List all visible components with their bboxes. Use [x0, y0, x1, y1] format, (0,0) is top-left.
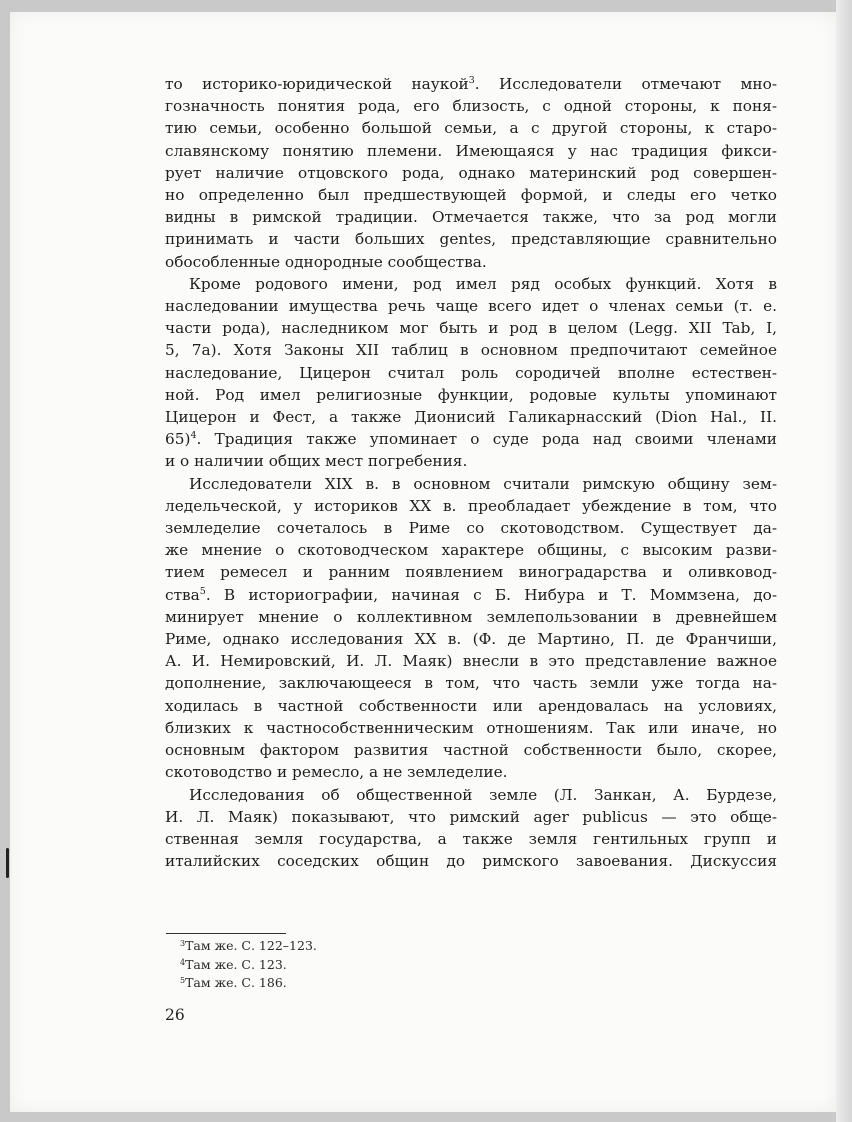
footnote: $^4$Там же. С. 123. — [180, 956, 287, 972]
text-line: близких к частнособственническим отношениям. Так или иначе, но — [165, 718, 777, 737]
text-line: славянскому понятию племени. Имеющаяся у нас традиция фикси- — [165, 141, 777, 160]
text-line: ства$^5$. В историографии, начиная с Б. Нибура и Т. Моммзена, до- — [165, 585, 777, 604]
body-text — [165, 73, 777, 872]
text-line: тию семьи, особенно большой семьи, а с другой стороны, к старо- — [165, 119, 777, 138]
footnotes — [180, 937, 317, 993]
text-line: Риме, однако исследования XX в. (Ф. де Мартино, П. де Франчиши, — [165, 630, 777, 649]
text-line: ходилась в частной собственности или арендовалась на условиях, — [165, 696, 777, 715]
footnote: $^5$Там же. С. 186. — [180, 975, 287, 990]
text-line: ледельческой, у историков XX в. преобладает убеждение в том, что — [165, 496, 777, 515]
text-line: И. Л. Маяк) показывают, что римский ager publicus — это обще- — [165, 807, 777, 826]
text-line: наследование, Цицерон считал роль сородичей вполне естествен- — [165, 363, 777, 382]
text-line: но определенно был предшествующей формой, и следы его четко — [165, 186, 777, 205]
text-line: скотоводство и ремесло, а не земледелие. — [165, 763, 508, 782]
scan-mark — [6, 848, 9, 878]
footnote: $^3$Там же. С. 122–123. — [180, 938, 317, 953]
text-line: минирует мнение о коллективном землепользовании в древнейшем — [165, 607, 777, 626]
text-line: наследовании имущества речь чаще всего идет о членах семьи (т. е. — [165, 297, 777, 316]
footnote-ref: 3 — [468, 75, 475, 86]
text-line: 5, 7a). Хотя Законы XII таблиц в основном предпочитают семейное — [165, 341, 777, 360]
text-line: Кроме родового имени, род имел ряд особых функций. Хотя в — [189, 274, 777, 293]
text-line: Цицерон и Фест, а также Дионисий Галикарнасский (Dion Hal., II. — [165, 408, 777, 427]
text-line: же мнение о скотоводческом характере общины, с высоким разви- — [165, 541, 777, 560]
text-line: Исследователи XIX в. в основном считали римскую общину зем- — [189, 474, 777, 493]
text-line: италийских соседских общин до римского завоевания. Дискуссия — [165, 852, 777, 871]
text-line: дополнение, заключающееся в том, что часть земли уже тогда на- — [165, 674, 777, 693]
text-line: видны в римской традиции. Отмечается также, что за род могли — [165, 208, 777, 227]
page-number: 26 — [165, 1006, 185, 1024]
text-line: тием ремесел и ранним появлением виноградарства и оливковод- — [165, 563, 777, 582]
page-edge — [836, 0, 852, 1122]
text-line: части рода), наследником мог быть и род в целом (Legg. XII Tab, I, — [165, 319, 777, 338]
text-line: то историко-юридической наукой$^3$. Исследователи отмечают мно- — [165, 75, 777, 93]
text-line: 65)$^4$. Традиция также упоминает о суде рода над своими членами — [165, 430, 777, 449]
text-line: гозначность понятия рода, его близость, с одной стороны, к поня- — [165, 97, 777, 116]
text-line: ной. Род имел религиозные функции, родовые культы упоминают — [165, 385, 777, 404]
footnote-ref: 4 — [190, 430, 197, 442]
text-line: ственная земля государства, а также земля гентильных групп и — [165, 829, 777, 848]
text-line: рует наличие отцовского рода, однако материнский род совершен- — [165, 163, 777, 182]
footnote-divider — [166, 933, 286, 934]
text-line: принимать и части больших gentes, представляющие сравнительно — [165, 230, 777, 249]
text-line: обособленные однородные сообщества. — [165, 252, 487, 271]
text-line: земледелие сочеталось в Риме со скотоводством. Существует да- — [165, 519, 777, 538]
text-line: А. И. Немировский, И. Л. Маяк) внесли в это представление важное — [165, 652, 777, 671]
text-line: основным фактором развития частной собственности было, скорее, — [165, 741, 777, 760]
footnote-ref: 5 — [199, 585, 206, 597]
text-line: и о наличии общих мест погребения. — [165, 452, 468, 471]
text-line: Исследования об общественной земле (Л. Занкан, А. Бурдезе, — [189, 785, 777, 804]
